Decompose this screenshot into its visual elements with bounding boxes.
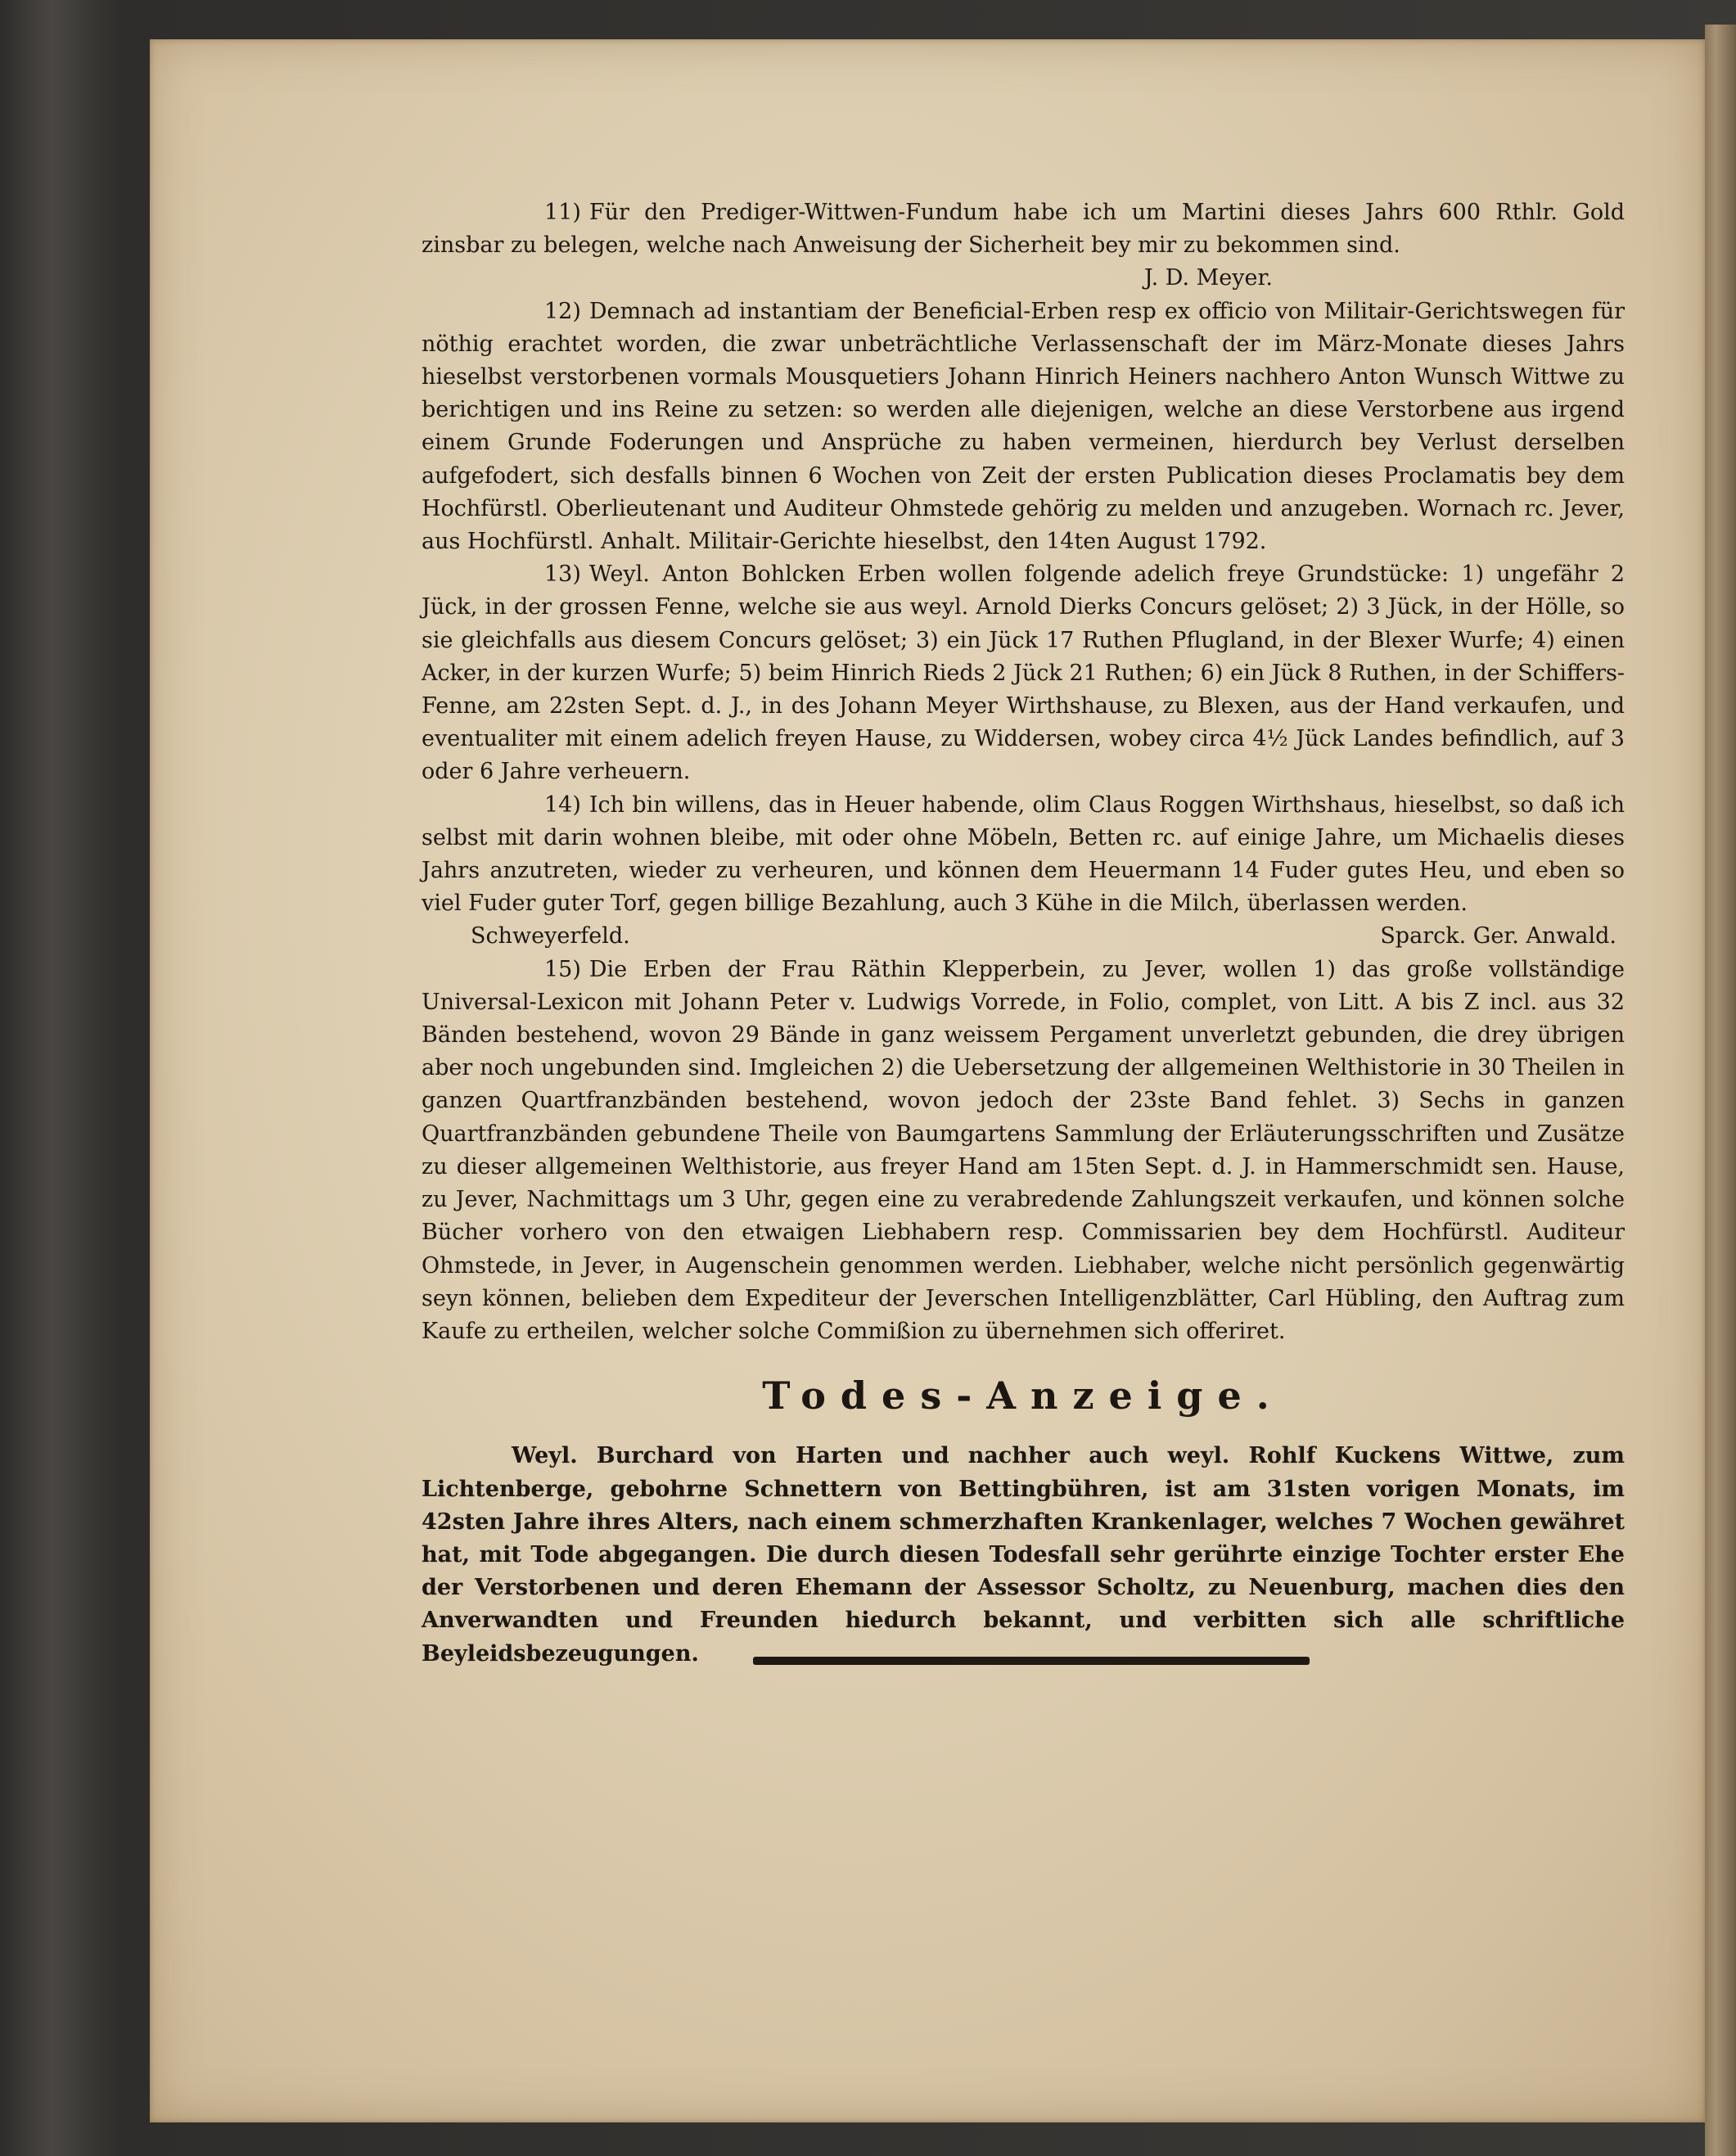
entry-number: 15) [544, 956, 581, 982]
page-text-block [422, 196, 1625, 1671]
entry-text: Demnach ad instantiam der Beneficial-Erben resp ex officio von Militair-Gerichtswegen für nöthig erachtet worden, die zwar unbeträchtliche Verlassenschaft der im März-Monate dieses Jahrs hieselbst verstorbenen vormals Mousquetiers Johann Hinrich Heiners nachhero Anton Wunsch Wittwe zu berichtigen und ins Reine zu setzen: so werden alle diejenigen, welche an diese Verstorbene aus irgend einem Grunde Foderungen und Ansprüche zu haben vermeinen, hierdurch bey Verlust derselben aufgefodert, sich desfalls binnen 6 Wochen von Zeit der ersten Publication dieses Proclamatis bey dem Hochfürstl. Oberlieutenant und Auditeur Ohmstede gehörig zu melden und anzugeben. Wornach rc. Jever, aus Hochfürstl. Anhalt. Militair-Gerichte hieselbst, den 14ten August 1792. [422, 298, 1625, 555]
entry-number: 13) [544, 562, 581, 588]
entry-14 [422, 789, 1625, 921]
signature-left: Schweyerfeld. [471, 923, 630, 949]
entry-text: Für den Prediger-Wittwen-Fundum habe ich um Martini dieses Jahrs 600 Rthlr. Gold zinsbar zu belegen, welche nach Anweisung der Sicherheit bey mir zu bekommen sind. [422, 200, 1625, 259]
entry-number: 12) [544, 298, 581, 324]
entry-13 [422, 558, 1625, 788]
closing-rule [753, 1657, 1310, 1665]
entry-12 [422, 295, 1625, 559]
death-notice-text: Weyl. Burchard von Harten und nachher auch weyl. Rohlf Kuckens Wittwe, zum Lichtenberge, gebohrne Schnettern von Bettingbühren, ist am 31sten vorigen Monats, im 42sten Jahre ihres Alters, nach einem schmerzhaften Krankenlager, welches 7 Wochen gewähret hat, mit Tode abgegangen. Die durch diesen Todesfall sehr gerührte einzige Tochter erster Ehe der Verstorbenen und deren Ehemann der Assessor Scholtz, zu Neuenburg, machen dies den Anverwandten und Freunden hiedurch bekannt, und verbitten sich alle schriftliche Beyleidsbezeugungen. [422, 1443, 1625, 1667]
entry-text: Die Erben der Frau Räthin Klepperbein, zu Jever, wollen 1) das große vollständige Universal-Lexicon mit Johann Peter v. Ludwigs Vorrede, in Folio, complet, von Litt. A bis Z incl. aus 32 Bänden bestehend, wovon 29 Bände in ganz weissem Pergament unverletzt gebunden, die drey übrigen aber noch ungebunden sind. Imgleichen 2) die Uebersetzung der allgemeinen Welthistorie in 30 Theilen in ganzen Quartfranzbänden bestehend, wovon jedoch der 23ste Band fehlet. 3) Sechs in ganzen Quartfranzbänden gebundene Theile von Baumgartens Sammlung der Erläuterungsschriften und Zusätze zu dieser allgemeinen Welthistorie, aus freyer Hand am 15ten Sept. d. J. in Hammerschmidt sen. Hause, zu Jever, Nachmittags um 3 Uhr, gegen eine zu verabredende Zahlungszeit verkaufen, und können solche Bücher vorhero von den etwaigen Liebhabern resp. Commissarien bey dem Hochfürstl. Auditeur Ohmstede, in Jever, in Augenschein genommen werden. Liebhaber, welche nicht persönlich gegenwärtig seyn können, belieben dem Expediteur der Jeverschen Intelligenzblätter, Carl Hübling, den Auftrag zum Kaufe zu ertheilen, welcher solche Commißion zu übernehmen sich offeriret. [422, 956, 1625, 1344]
death-notice-heading: Todes-Anzeige. [762, 1373, 1284, 1419]
entry-14-signatures [422, 920, 1625, 953]
entry-signature: J. D. Meyer. [1143, 265, 1273, 291]
entry-11 [422, 196, 1625, 262]
entry-text: Weyl. Anton Bohlcken Erben wollen folgende adelich freye Grundstücke: 1) ungefähr 2 Jück, in der grossen Fenne, welche sie aus weyl. Arnold Dierks Concurs gelöset; 2) 3 Jück, in der Hölle, so sie gleichfalls aus diesem Concurs gelöset; 3) ein Jück 17 Ruthen Pflugland, in der Blexer Wurfe; 4) einen Acker, in der kurzen Wurfe; 5) beim Hinrich Rieds 2 Jück 21 Ruthen; 6) ein Jück 8 Ruthen, in der Schiffers-Fenne, am 22sten Sept. d. J., in des Johann Meyer Wirthshause, zu Blexen, aus der Hand verkaufen, und eventualiter mit einem adelich freyen Hause, zu Widdersen, wobey circa 4½ Jück Landes befindlich, auf 3 oder 6 Jahre verheuern. [422, 562, 1625, 785]
signature-right: Sparck. Ger. Anwald. [1380, 923, 1617, 949]
entry-15 [422, 954, 1625, 1348]
entry-text: Ich bin willens, das in Heuer habende, olim Claus Roggen Wirthshaus, hieselbst, so daß ich selbst mit darin wohnen bleibe, mit oder ohne Möbeln, Betten rc. auf einige Jahre, um Michaelis dieses Jahrs anzutreten, wieder zu verheuren, und können dem Heuermann 14 Fuder gutes Heu, und eben so viel Fuder guter Torf, gegen billige Bezahlung, auch 3 Kühe in die Milch, überlassen werden. [422, 792, 1625, 917]
entry-number: 11) [544, 200, 581, 225]
entry-number: 14) [544, 792, 581, 818]
next-page-edge [1705, 25, 1736, 2156]
